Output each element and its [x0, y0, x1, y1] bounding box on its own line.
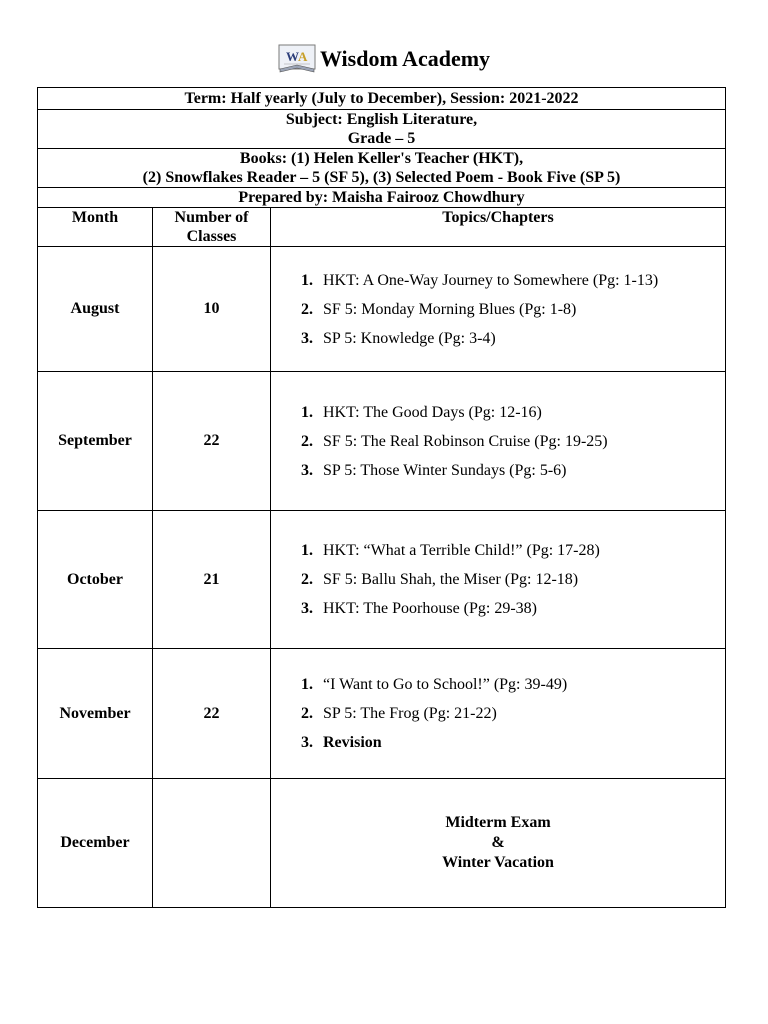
prepared-by-text: Prepared by: Maisha Fairooz Chowdhury	[38, 188, 726, 208]
header-inner	[278, 44, 490, 74]
column-header-row	[38, 208, 726, 247]
month-header: Month	[38, 208, 153, 247]
school-name: Wisdom Academy	[319, 46, 491, 71]
list-item: HKT: The Good Days (Pg: 12-16)	[323, 403, 542, 421]
month-cell: November	[38, 649, 153, 779]
month-cell: December	[38, 779, 153, 908]
topics-list	[271, 536, 725, 623]
topics-header: Topics/Chapters	[271, 208, 726, 247]
list-item: SF 5: The Real Robinson Cruise (Pg: 19-25)	[323, 432, 608, 450]
table-row	[38, 779, 726, 908]
topics-cell	[271, 649, 726, 779]
classes-header	[153, 208, 271, 247]
list-item: SP 5: Those Winter Sundays (Pg: 5-6)	[323, 461, 567, 479]
subject-cell	[38, 110, 726, 149]
document-header	[0, 44, 768, 84]
classes-cell	[153, 779, 271, 908]
subject-row	[38, 110, 726, 149]
list-item: SF 5: Monday Morning Blues (Pg: 1-8)	[323, 300, 577, 318]
books-line-2: (2) Snowflakes Reader – 5 (SF 5), (3) Selected Poem - Book Five (SP 5)	[142, 169, 621, 186]
svg-text:W: W	[285, 49, 299, 64]
table-row	[38, 247, 726, 372]
syllabus-table	[37, 87, 726, 908]
topics-list	[271, 266, 725, 353]
table-row	[38, 372, 726, 511]
table-row	[38, 649, 726, 779]
month-cell: October	[38, 511, 153, 649]
midterm-exam-text: Midterm Exam	[445, 814, 551, 831]
topics-cell	[271, 247, 726, 372]
topics-cell	[271, 372, 726, 511]
topics-cell	[271, 511, 726, 649]
prepared-by-row	[38, 188, 726, 208]
books-row	[38, 149, 726, 188]
list-item: “I Want to Go to School!” (Pg: 39-49)	[323, 676, 568, 693]
table-row	[38, 511, 726, 649]
list-item: HKT: A One-Way Journey to Somewhere (Pg: 1-13)	[323, 271, 659, 289]
topics-cell	[271, 779, 726, 908]
topics-list	[271, 398, 725, 485]
classes-cell: 21	[153, 511, 271, 649]
list-item: SF 5: Ballu Shah, the Miser (Pg: 12-18)	[323, 571, 579, 588]
list-item: Revision	[323, 734, 382, 751]
classes-header-line-2: Classes	[186, 228, 237, 245]
list-item: SP 5: Knowledge (Pg: 3-4)	[323, 329, 496, 347]
classes-cell: 22	[153, 649, 271, 779]
list-item: HKT: “What a Terrible Child!” (Pg: 17-28)	[323, 542, 600, 559]
subject-text: Subject: English Literature,	[285, 111, 478, 128]
midterm-note	[271, 813, 725, 873]
classes-header-line-1: Number of	[174, 209, 249, 226]
ampersand-text: &	[491, 834, 505, 851]
winter-vacation-text: Winter Vacation	[442, 854, 554, 871]
topics-list	[271, 670, 725, 757]
month-cell: September	[38, 372, 153, 511]
grade-text: Grade – 5	[347, 130, 416, 147]
term-text: Term: Half yearly (July to December), Session: 2021-2022	[38, 88, 726, 110]
svg-text:A: A	[297, 49, 308, 64]
term-row	[38, 88, 726, 110]
month-cell: August	[38, 247, 153, 372]
list-item: HKT: The Poorhouse (Pg: 29-38)	[323, 600, 537, 617]
books-line-1: Books: (1) Helen Keller's Teacher (HKT),	[239, 150, 524, 167]
classes-cell: 22	[153, 372, 271, 511]
classes-cell: 10	[153, 247, 271, 372]
list-item: SP 5: The Frog (Pg: 21-22)	[323, 705, 497, 722]
books-cell	[38, 149, 726, 188]
wisdom-academy-logo-icon	[278, 44, 316, 74]
